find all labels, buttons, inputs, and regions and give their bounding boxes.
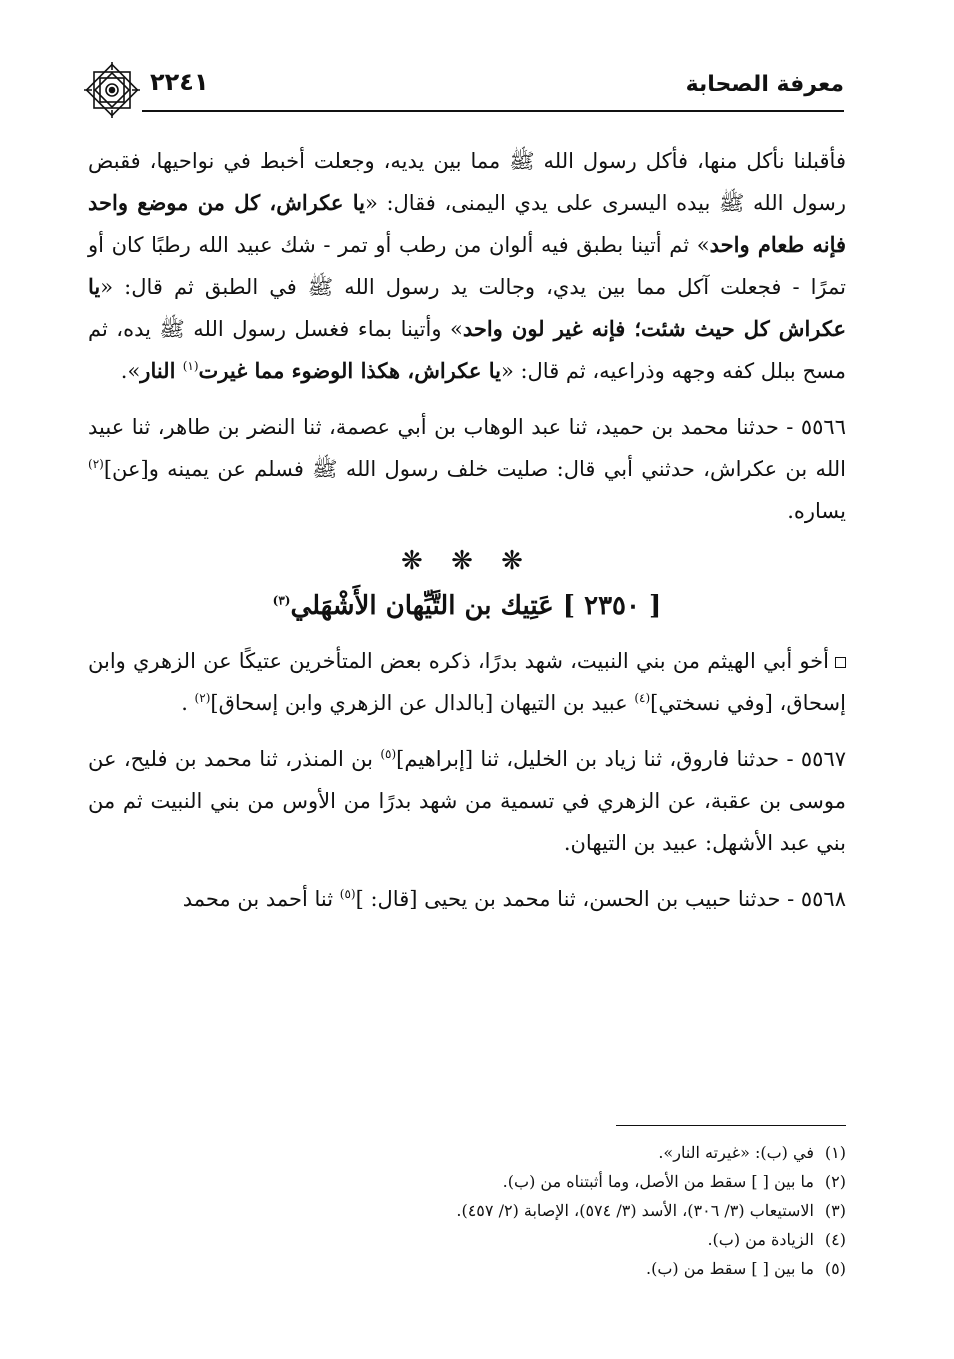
- text-run: أخو أبي الهيثم من بني النبيت، شهد بدرًا، ذكره بعض المتأخرين عتيكًا عن الزهري وابن إسحاق، [وفي نسختي]: [88, 649, 846, 715]
- paragraph-hadith-5568: [88, 878, 846, 920]
- header-rule: [142, 110, 844, 112]
- footnote-ref: (٢): [194, 691, 211, 705]
- text-run: » ثم أتينا بطبق فيه ألوان من رطب أو تمر - شك عبيد الله رطبًا كان أو تمرًا - فجعلت آكل مما بين يدي، وجالت يد رسول الله ﷺ في الطبق ثم قال: «: [88, 233, 846, 299]
- footnote-ref: (٢): [88, 457, 104, 471]
- paragraph-hadith-continuation: [88, 140, 846, 392]
- octagram-ornament-icon: [80, 58, 144, 122]
- footnote-text: الاستيعاب (٣/ ٣٠٦)، الأسد (٣/ ٥٧٤)، الإصابة (٢/ ٤٥٧).: [456, 1201, 814, 1220]
- footnote-ref: (٣): [272, 593, 291, 608]
- footnote-ref: (٥): [339, 887, 356, 901]
- text-run: » وأتينا بماء فغسل رسول الله ﷺ يده، ثم مسح ببلل كفه وجهه وذراعيه، ثم قال: «: [88, 317, 846, 383]
- footnote-ref: (١): [182, 359, 199, 373]
- text-run: ٥٥٦٦ - حدثنا محمد بن حميد، ثنا عبد الوهاب بن أبي عصمة، ثنا النضر بن طاهر، ثنا عبيد الله بن عكراش، حدثني أبي قال: صليت خلف رسول الله ﷺ فسلم عن يمينه و[عن]: [88, 415, 846, 481]
- footnote-item: [88, 1225, 846, 1254]
- bold-quote: النار: [140, 358, 183, 383]
- footnote-number: (٣): [824, 1201, 846, 1220]
- bold-quote: يا عكراش، هكذا الوضوء مما غيرت: [198, 358, 501, 383]
- text-run: ٥٥٦٧ - حدثنا فاروق، ثنا زياد بن الخليل، ثنا [إبراهيم]: [396, 747, 847, 771]
- square-bullet-icon: [835, 657, 846, 668]
- entry-title-text: [ ٢٣٥٠ ] عَتِيك بن التَّيِّهان الأَشْهَلي: [290, 591, 662, 621]
- page-number: ٢٢٤١: [150, 68, 209, 96]
- text-run: ثنا أحمد بن محمد: [182, 887, 340, 911]
- text-run: ».: [120, 359, 141, 383]
- footnote-ref: (٥): [380, 747, 397, 761]
- section-separator: ❋ ❋ ❋: [401, 546, 533, 576]
- footnote-item: [88, 1254, 846, 1283]
- footnote-number: (٢): [824, 1172, 846, 1191]
- entry-title: [88, 580, 846, 632]
- text-run: يساره.: [787, 499, 846, 523]
- footnote-number: (١): [824, 1143, 846, 1162]
- running-title: معرفة الصحابة: [685, 72, 844, 97]
- text-run: عبيد بن التيهان [بالدال عن الزهري وابن إسحاق]: [210, 691, 635, 715]
- text-run: ٥٥٦٨ - حدثنا حبيب بن الحسن، ثنا محمد بن يحيى [قال: ]: [355, 887, 846, 911]
- footnote-text: ما بين [ ] سقط من الأصل، وما أثبتناه من (ب).: [502, 1172, 814, 1191]
- page-header: [80, 62, 844, 118]
- paragraph-biography: [88, 640, 846, 724]
- text-run: .: [181, 691, 195, 715]
- footnote-item: [88, 1196, 846, 1225]
- paragraph-hadith-5566: [88, 406, 846, 532]
- footnote-text: ما بين [ ] سقط من (ب).: [646, 1259, 814, 1278]
- bold-quote: يا عكراش، كل من موضع واحد فإنه طعام واحد: [88, 190, 847, 257]
- footnote-number: (٥): [824, 1259, 846, 1278]
- footnote-item: [88, 1138, 846, 1167]
- paragraph-hadith-5567: [88, 738, 846, 864]
- footnote-item: [88, 1167, 846, 1196]
- footnote-rule: [616, 1125, 846, 1126]
- text-run: بن المنذر، ثنا محمد بن فليح، عن موسى بن عقبة، عن الزهري في تسمية من شهد بدرًا من الأوس من بني النبيت ثم من بني عبد الأشهل: عبيد بن التيهان.: [88, 747, 846, 855]
- footnote-text: في (ب): «غيرته النار».: [658, 1143, 814, 1162]
- footnotes: [88, 1138, 846, 1283]
- bold-quote: يا عكراش كل حيث شئت؛ فإنه غير لون واحد: [88, 274, 846, 341]
- main-text: [88, 140, 846, 934]
- footnote-text: الزيادة من (ب).: [707, 1230, 814, 1249]
- footnote-number: (٤): [824, 1230, 846, 1249]
- footnote-ref: (٤): [634, 691, 651, 705]
- text-run: فأقبلنا نأكل منها، فأكل رسول الله ﷺ مما بين يديه، وجعلت أخبط في نواحيها، فقبض رسول الله ﷺ بيده اليسرى على يدي اليمنى، فقال: «: [88, 149, 846, 215]
